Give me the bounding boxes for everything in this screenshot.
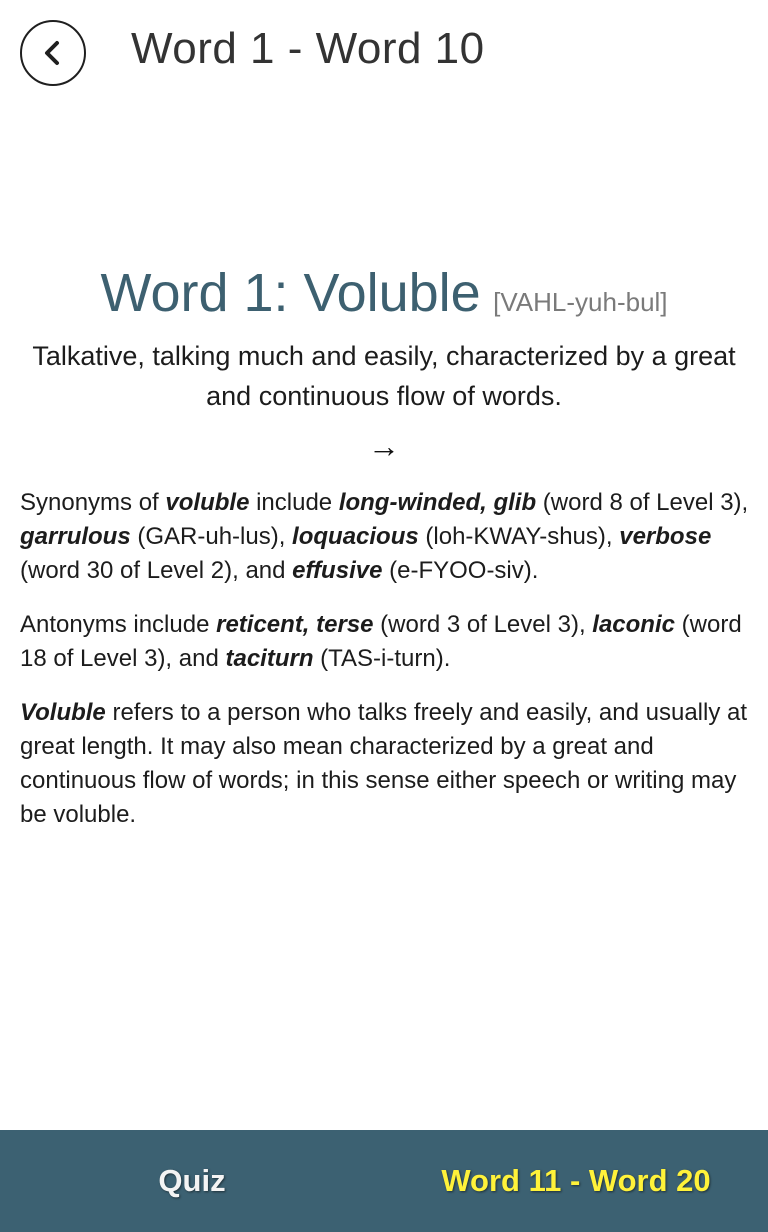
synonyms-text: include xyxy=(249,489,339,516)
usage-text: refers to a person who talks freely and easily, and usually at great length. It may also mean characterized by a great and continuous flow of words; in this sense either speech or writing may be voluble. xyxy=(20,699,748,828)
usage-paragraph xyxy=(20,696,752,832)
antonyms-text: (word 3 of Level 3), xyxy=(373,611,593,638)
synonyms-text: (loh-KWAY-shus), xyxy=(418,523,620,550)
synonyms-text: (GAR-uh-lus), xyxy=(130,523,293,550)
synonym-term: loquacious xyxy=(292,523,419,550)
arrow-right-icon: → xyxy=(368,428,400,464)
synonym-term: verbose xyxy=(619,523,712,550)
back-button[interactable] xyxy=(20,20,86,86)
synonyms-text: (word 8 of Level 3), xyxy=(536,489,749,516)
page-title: Word 1 - Word 10 xyxy=(131,24,485,73)
chevron-left-icon xyxy=(38,38,68,68)
synonyms-text: Synonyms of xyxy=(20,489,166,516)
word-pronunciation: [VAHL-yuh-bul] xyxy=(493,287,668,317)
next-words-button[interactable]: Word 11 - Word 20 xyxy=(441,1163,711,1198)
antonyms-text: (TAS-i-turn). xyxy=(313,645,451,672)
antonym-term: taciturn xyxy=(225,645,314,672)
synonyms-text: (e-FYOO-siv). xyxy=(382,557,539,584)
synonym-term: effusive xyxy=(292,557,383,584)
synonym-term: long-winded, glib xyxy=(338,489,537,516)
header xyxy=(0,0,768,110)
antonym-term: laconic xyxy=(592,611,675,638)
synonyms-word: voluble xyxy=(165,489,250,516)
word-title: Word 1: Voluble xyxy=(100,263,481,323)
antonyms-paragraph xyxy=(20,608,752,676)
word-heading xyxy=(0,262,768,324)
quiz-button[interactable]: Quiz xyxy=(158,1163,226,1198)
synonym-term: garrulous xyxy=(20,523,131,550)
word-definition: Talkative, talking much and easily, characterized by a great and continuous flow of words. xyxy=(32,341,736,411)
antonym-term: reticent, terse xyxy=(216,611,374,638)
antonyms-text: (word 18 of Level 3), and xyxy=(20,611,742,672)
antonyms-text: Antonyms include xyxy=(20,611,217,638)
usage-term: Voluble xyxy=(20,699,106,726)
synonyms-text: (word 30 of Level 2), and xyxy=(20,557,293,584)
synonyms-paragraph xyxy=(20,486,752,588)
bottom-nav-bar xyxy=(0,1130,768,1232)
